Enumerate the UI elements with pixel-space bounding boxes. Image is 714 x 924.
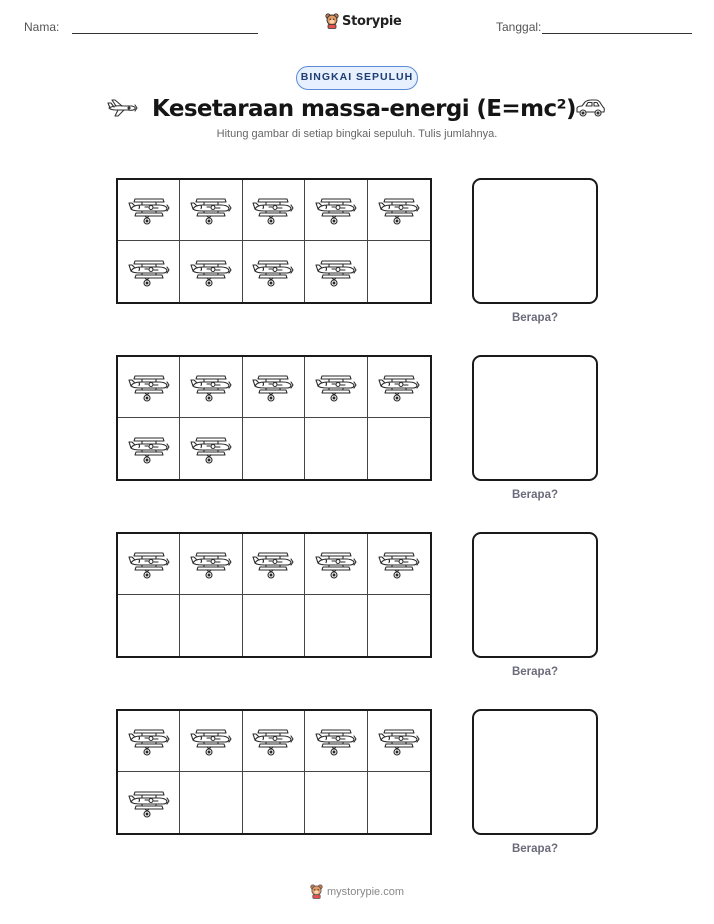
frame-cell	[180, 711, 242, 772]
biplane-icon	[377, 193, 421, 227]
frame-cell	[243, 357, 305, 418]
frame-cell	[180, 357, 242, 418]
frame-cell	[305, 357, 367, 418]
frame-cell	[243, 711, 305, 772]
frame-cell	[305, 241, 367, 302]
biplane-icon	[127, 370, 171, 404]
answer-box-3[interactable]	[472, 532, 598, 658]
answer-prompt: Berapa?	[511, 312, 559, 324]
bear-mascot-icon	[325, 13, 339, 29]
biplane-icon	[189, 432, 233, 466]
frame-cell	[305, 180, 367, 241]
biplane-icon	[189, 193, 233, 227]
footer	[0, 884, 714, 899]
biplane-icon	[314, 370, 358, 404]
date-line[interactable]	[542, 33, 692, 34]
frame-cell	[118, 418, 180, 479]
biplane-icon	[251, 193, 295, 227]
biplane-icon	[377, 724, 421, 758]
biplane-icon	[127, 432, 171, 466]
biplane-icon	[127, 255, 171, 289]
frame-cell	[243, 534, 305, 595]
frame-cell	[243, 595, 305, 656]
ten-frame-3	[116, 532, 432, 658]
footer-url: mystorypie.com	[326, 885, 405, 898]
ten-frame-4	[116, 709, 432, 835]
frame-cell	[118, 772, 180, 833]
ten-frame-2	[116, 355, 432, 481]
frame-cell	[118, 357, 180, 418]
biplane-icon	[251, 547, 295, 581]
frame-cell	[180, 418, 242, 479]
frame-cell	[243, 241, 305, 302]
answer-box-2[interactable]	[472, 355, 598, 481]
answer-prompt: Berapa?	[511, 489, 559, 501]
biplane-icon	[127, 724, 171, 758]
frame-cell	[368, 711, 430, 772]
biplane-icon	[189, 255, 233, 289]
frame-cell	[180, 595, 242, 656]
airplane-icon	[106, 96, 138, 120]
frame-cell	[305, 534, 367, 595]
biplane-icon	[127, 547, 171, 581]
instructions: Hitung gambar di setiap bingkai sepuluh. Tulis jumlahnya.	[216, 128, 498, 140]
answer-box-1[interactable]	[472, 178, 598, 304]
biplane-icon	[127, 193, 171, 227]
name-label: Nama:	[24, 20, 60, 34]
frame-cell	[243, 180, 305, 241]
brand-name: Storypie	[342, 13, 402, 29]
frame-cell	[118, 241, 180, 302]
frame-cell	[368, 772, 430, 833]
answer-box-4[interactable]	[472, 709, 598, 835]
biplane-icon	[251, 724, 295, 758]
frame-cell	[118, 595, 180, 656]
biplane-icon	[189, 547, 233, 581]
biplane-icon	[251, 370, 295, 404]
biplane-icon	[377, 547, 421, 581]
answer-prompt: Berapa?	[511, 843, 559, 855]
frame-cell	[305, 418, 367, 479]
frame-cell	[243, 418, 305, 479]
frame-cell	[180, 534, 242, 595]
page-title: Kesetaraan massa-energi (E=mc²)	[152, 96, 576, 122]
biplane-icon	[377, 370, 421, 404]
frame-cell	[368, 534, 430, 595]
frame-cell	[180, 180, 242, 241]
frame-cell	[180, 241, 242, 302]
title-row	[0, 92, 714, 126]
worksheet-header	[0, 0, 714, 50]
frame-cell	[368, 595, 430, 656]
frame-cell	[180, 772, 242, 833]
biplane-icon	[314, 193, 358, 227]
biplane-icon	[314, 255, 358, 289]
answer-prompt: Berapa?	[511, 666, 559, 678]
frame-cell	[368, 357, 430, 418]
frame-cell	[243, 772, 305, 833]
frame-cell	[368, 418, 430, 479]
frame-cell	[305, 772, 367, 833]
brand-logo	[325, 13, 402, 29]
biplane-icon	[314, 547, 358, 581]
biplane-icon	[189, 724, 233, 758]
worksheet-type-badge: BINGKAI SEPULUH	[296, 66, 418, 90]
name-line[interactable]	[72, 33, 258, 34]
frame-cell	[118, 180, 180, 241]
biplane-icon	[314, 724, 358, 758]
frame-cell	[368, 241, 430, 302]
frame-cell	[305, 711, 367, 772]
frame-cell	[368, 180, 430, 241]
car-icon	[574, 96, 606, 120]
date-label: Tanggal:	[496, 20, 542, 34]
ten-frame-1	[116, 178, 432, 304]
frame-cell	[118, 534, 180, 595]
frame-cell	[305, 595, 367, 656]
biplane-icon	[251, 255, 295, 289]
biplane-icon	[127, 786, 171, 820]
frame-cell	[118, 711, 180, 772]
bear-mascot-icon	[310, 884, 323, 899]
biplane-icon	[189, 370, 233, 404]
